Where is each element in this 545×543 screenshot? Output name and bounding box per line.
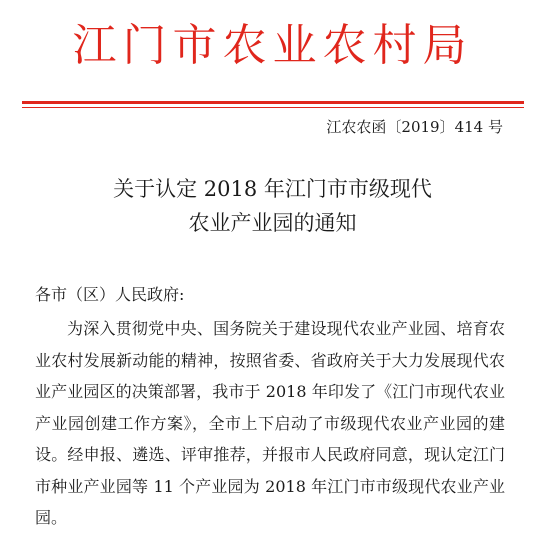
body-paragraph: 为深入贯彻党中央、国务院关于建设现代农业产业园、培育农业农村发展新动能的精神，按照省委、省政府关于大力发展现代农业产业园区的决策部署，我市于 2018 年印发了《江门市现代农业产业园创建工作方案》，全市上下启动了市级现代农业产业园的建设。经申报、遴选、评审推荐，并报市人民政府同意，现认定江门市种业产业园等 11 个产业园为 2018 年江门市市级现代农业产业园。 — [35, 319, 505, 527]
salutation: 各市（区）人民政府: — [35, 285, 185, 304]
header-divider-thick — [22, 101, 524, 104]
document-number: 江农农函〔2019〕414 号 — [326, 118, 503, 136]
document-title-line-2: 农业产业园的通知 — [188, 211, 357, 235]
agency-header-title: 江门市农业农村局 — [72, 20, 473, 71]
document-title-line-1: 关于认定 2018 年江门市市级现代 — [113, 177, 432, 201]
header-divider-thin — [22, 107, 524, 108]
document-title — [0, 172, 545, 240]
